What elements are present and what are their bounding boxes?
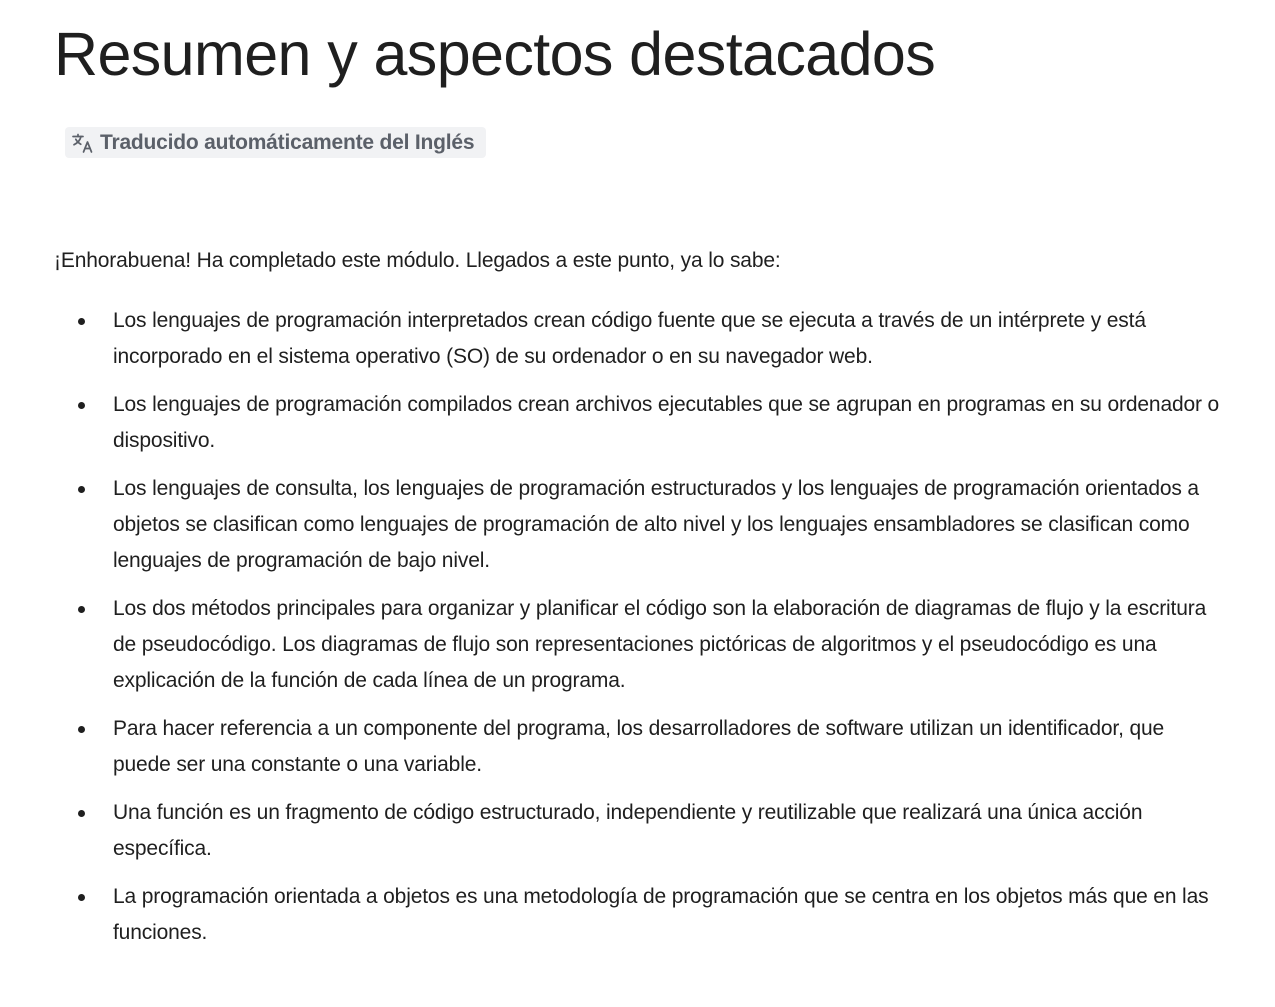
translation-label: Traducido automáticamente del Inglés [100, 130, 475, 154]
list-item-text: Una función es un fragmento de código estructurado, independiente y reutilizable que realizará una única acción específica. [113, 801, 1143, 860]
list-item [54, 471, 1224, 579]
bullet-icon [78, 486, 85, 493]
list-item-text: La programación orientada a objetos es una metodología de programación que se centra en los objetos más que en las funciones. [113, 885, 1209, 944]
intro-text: ¡Enhorabuena! Ha completado este módulo. Llegados a este punto, ya lo sabe: [54, 249, 781, 272]
translation-badge [65, 127, 486, 158]
list-item [54, 711, 1224, 783]
list-item-text: Los dos métodos principales para organizar y planificar el código son la elaboración de diagramas de flujo y la escritura de pseudocódigo. Los diagramas de flujo son representaciones pictóricas de algoritmos y el pseudocódigo es una explicación de la función de cada línea de un programa. [113, 597, 1207, 692]
page-title: Resumen y aspectos destacados [54, 20, 936, 88]
list-item-text: Los lenguajes de consulta, los lenguajes de programación estructurados y los lenguajes de programación orientados a objetos se clasifican como lenguajes de programación de alto nivel y los lenguajes ensambladores se clasifican como lenguajes de programación de bajo nivel. [113, 477, 1199, 572]
list-item-text: Para hacer referencia a un componente del programa, los desarrolladores de software utilizan un identificador, que puede ser una constante o una variable. [113, 717, 1165, 776]
summary-list [54, 303, 1224, 963]
bullet-icon [78, 402, 85, 409]
bullet-icon [78, 894, 85, 901]
list-item [54, 879, 1224, 951]
bullet-icon [78, 318, 85, 325]
translate-icon [71, 131, 95, 155]
bullet-icon [78, 810, 85, 817]
bullet-icon [78, 726, 85, 733]
list-item [54, 591, 1224, 699]
list-item [54, 387, 1224, 459]
list-item [54, 303, 1224, 375]
list-item [54, 795, 1224, 867]
list-item-text: Los lenguajes de programación interpretados crean código fuente que se ejecuta a través de un intérprete y está incorporado en el sistema operativo (SO) de su ordenador o en su navegador web. [113, 309, 1146, 368]
bullet-icon [78, 606, 85, 613]
list-item-text: Los lenguajes de programación compilados crean archivos ejecutables que se agrupan en programas en su ordenador o dispositivo. [113, 393, 1220, 452]
